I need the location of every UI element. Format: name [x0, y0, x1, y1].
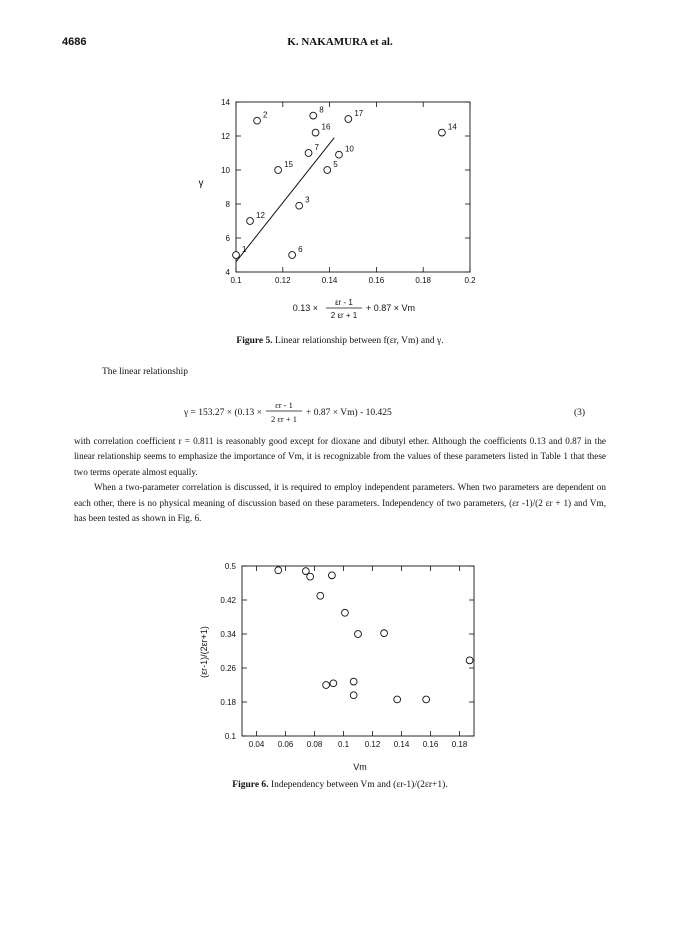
fig5-xlabel-denominator: 2 εr + 1 — [330, 311, 358, 320]
paragraph-2: When a two-parameter correlation is discussed, it is required to employ independent parameters. When two parameters are dependent on each other, there is no physical meaning of discussion based on these parameters. Independency of two parameters, (εr -1)/(2 εr + 1) and Vm, has been tested as shown in Fig. 6. — [74, 482, 606, 524]
fig6-y-tick-label: 0.42 — [220, 596, 236, 605]
fig5-caption-text: Linear relationship between f(εr, Vm) and γ. — [275, 336, 444, 346]
fig5-x-tick-label: 0.2 — [464, 276, 476, 285]
fig6-x-tick-label: 0.12 — [364, 740, 381, 749]
fig6-data-point — [355, 631, 362, 638]
fig6-data-point — [350, 692, 357, 699]
fig5-y-tick-label: 4 — [225, 268, 230, 277]
fig6-data-point — [330, 680, 337, 687]
fig5-point-label: 5 — [333, 160, 338, 169]
eq-rhs: + 0.87 × Vm) - 10.425 — [306, 408, 392, 418]
fig6-data-point — [466, 657, 473, 664]
fig6-x-tick-label: 0.06 — [277, 740, 294, 749]
fig6-x-tick-label: 0.14 — [393, 740, 410, 749]
fig5-xlabel-coef: 0.13 × — [292, 303, 318, 313]
fig5-y-tick-label: 12 — [221, 132, 230, 141]
fig6-data-point — [323, 682, 330, 689]
fig6-y-tick-label: 0.34 — [220, 630, 236, 639]
fig5-x-tick-label: 0.18 — [415, 276, 431, 285]
fig5-point-label: 17 — [354, 109, 364, 118]
fig6-data-point — [329, 572, 336, 579]
fig6-y-tick-label: 0.18 — [220, 698, 236, 707]
paragraph-1: with correlation coefficient r = 0.811 is reasonably good except for dioxane and dibutyl ether. Although the coefficients 0.13 and 0.87 in the linear relationship seems to emphasize the importance of Vm, it is recognizable from the values of these parameters listed in Table 1 that these two terms operate almost equally. — [74, 436, 606, 477]
fig6-data-point — [307, 573, 314, 580]
fig5-point-label: 14 — [447, 122, 457, 132]
fig5-y-tick-label: 14 — [221, 98, 230, 107]
fig6-y-tick-label: 0.5 — [224, 562, 236, 571]
fig6-y-axis-label: (εr-1)/(2εr+1) — [199, 626, 209, 678]
eq-number: (3) — [574, 408, 586, 418]
fig5-point-label: 1 — [242, 245, 247, 254]
fig6-x-tick-label: 0.18 — [451, 740, 468, 749]
fig6-x-axis-label: Vm — [353, 762, 367, 772]
fig6-y-tick-label: 0.1 — [224, 732, 236, 741]
fig6-x-tick-label: 0.08 — [306, 740, 323, 749]
fig5-point-label: 8 — [319, 105, 324, 115]
fig6-x-tick-label: 0.16 — [422, 740, 439, 749]
fig5-point-label: 12 — [256, 211, 265, 220]
fig5-x-tick-label: 0.12 — [275, 276, 291, 285]
fig6-data-point — [275, 567, 282, 574]
fig6-data-point — [423, 696, 430, 703]
fig5-x-tick-label: 0.14 — [321, 276, 338, 285]
fig6-plot-frame — [242, 566, 474, 736]
fig5-y-axis-label: γ — [198, 178, 204, 189]
fig5-point-label: 2 — [263, 110, 268, 120]
fig5-y-tick-label: 10 — [221, 166, 230, 175]
fig5-xlabel-tail: + 0.87 × Vm — [366, 303, 416, 313]
lead-sentence: The linear relationship — [102, 367, 188, 377]
fig6-caption-text: Independency between Vm and (εr-1)/(2εr+1). — [270, 780, 448, 790]
fig5-point-label: 16 — [321, 122, 331, 132]
fig5-y-tick-label: 8 — [225, 200, 230, 209]
fig5-point-label: 6 — [298, 245, 303, 254]
fig6-y-tick-label: 0.26 — [220, 664, 236, 673]
fig5-x-tick-label: 0.1 — [230, 276, 242, 285]
fig5-point-label: 10 — [344, 144, 354, 154]
eq-lhs: γ = 153.27 × (0.13 × — [183, 408, 262, 418]
fig5-x-tick-label: 0.16 — [368, 276, 385, 285]
fig5-y-tick-label: 6 — [225, 234, 230, 243]
fig5-point-label: 15 — [284, 160, 294, 169]
fig5-xlabel-numerator: εr - 1 — [335, 298, 353, 307]
figure-6-caption — [0, 780, 680, 790]
eq-numerator: εr - 1 — [275, 400, 293, 410]
fig6-data-point — [381, 630, 388, 637]
fig5-point-label: 7 — [314, 143, 319, 152]
fig5-point-label: 3 — [305, 195, 310, 205]
fig6-data-point — [342, 609, 349, 616]
fig6-caption-label: Figure 6. — [232, 780, 269, 790]
fig6-data-point — [350, 678, 357, 685]
fig6-x-tick-label: 0.04 — [248, 740, 265, 749]
fig6-x-tick-label: 0.1 — [337, 740, 350, 749]
fig5-caption-label: Figure 5. — [236, 336, 273, 346]
running-head: K. NAKAMURA et al. — [287, 36, 393, 48]
page-number: 4686 — [62, 36, 87, 48]
fig6-data-point — [317, 592, 324, 599]
eq-denominator: 2 εr + 1 — [270, 414, 298, 424]
fig6-data-point — [394, 696, 401, 703]
